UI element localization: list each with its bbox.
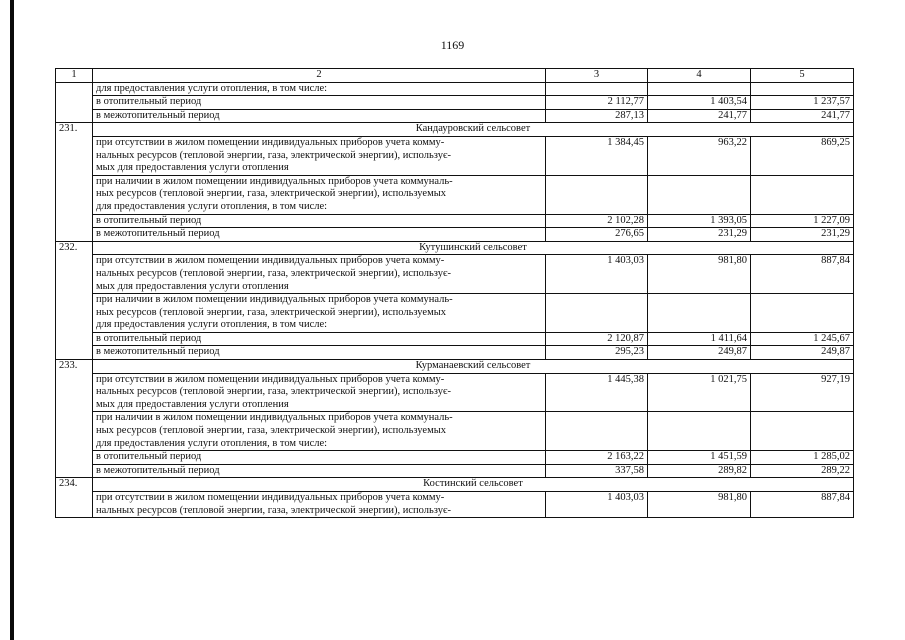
value-col-5: 1 237,57 bbox=[751, 96, 854, 110]
description-cell bbox=[93, 136, 546, 175]
value-col-3: 1 403,03 bbox=[546, 492, 648, 518]
table-row bbox=[56, 96, 854, 110]
settlement-name: Кутушинский сельсовет bbox=[93, 241, 854, 255]
header-cell: 1 bbox=[56, 69, 93, 83]
table-row bbox=[56, 492, 854, 518]
header-cell: 3 bbox=[546, 69, 648, 83]
table-row bbox=[56, 412, 854, 451]
description-cell bbox=[93, 175, 546, 214]
description-line: при отсутствии в жилом помещении индивидуальных приборов учета комму- bbox=[96, 136, 445, 148]
description-cell bbox=[93, 294, 546, 333]
description-line: ных ресурсов (тепловой энергии, газа, электрической энергии), используемых bbox=[96, 306, 447, 318]
value-col-5 bbox=[751, 412, 854, 451]
section-title-row bbox=[56, 478, 854, 492]
value-col-5: 1 245,67 bbox=[751, 332, 854, 346]
table-row bbox=[56, 464, 854, 478]
header-cell: 2 bbox=[93, 69, 546, 83]
tariff-table bbox=[55, 68, 854, 518]
table-row bbox=[56, 346, 854, 360]
header-cell: 5 bbox=[751, 69, 854, 83]
description-line: нальных ресурсов (тепловой энергии, газа, электрической энергии), использує- bbox=[96, 386, 451, 398]
value-col-5: 887,84 bbox=[751, 492, 854, 518]
value-col-4: 249,87 bbox=[648, 346, 751, 360]
description-line: для предоставления услуги отопления, в том числе: bbox=[96, 82, 328, 94]
settlement-name: Кандауровский сельсовет bbox=[93, 123, 854, 137]
description-line: нальных ресурсов (тепловой энергии, газа, электрической энергии), использує- bbox=[96, 267, 451, 279]
description-cell bbox=[93, 255, 546, 294]
description-cell bbox=[93, 492, 546, 518]
value-col-3: 287,13 bbox=[546, 109, 648, 123]
value-col-5: 249,87 bbox=[751, 346, 854, 360]
value-col-4: 963,22 bbox=[648, 136, 751, 175]
period-label: в межотопительный период bbox=[93, 464, 546, 478]
value-col-5: 1 227,09 bbox=[751, 214, 854, 228]
description-line: мых для предоставления услуги отопления bbox=[96, 398, 289, 410]
description-cell bbox=[93, 373, 546, 412]
settlement-name: Курманаевский сельсовет bbox=[93, 360, 854, 374]
value-col-5: 1 285,02 bbox=[751, 451, 854, 465]
table-row bbox=[56, 373, 854, 412]
row-number-cell bbox=[56, 82, 93, 123]
value-col-3 bbox=[546, 294, 648, 333]
value-col-3: 276,65 bbox=[546, 228, 648, 242]
value-col-4: 1 021,75 bbox=[648, 373, 751, 412]
header-cell: 4 bbox=[648, 69, 751, 83]
description-line: для предоставления услуги отопления, в том числе: bbox=[96, 437, 328, 449]
table-row bbox=[56, 214, 854, 228]
description-line: при наличии в жилом помещении индивидуальных приборов учета коммуналь- bbox=[96, 412, 453, 424]
description-line: при отсутствии в жилом помещении индивидуальных приборов учета комму- bbox=[96, 255, 445, 267]
section-title-row bbox=[56, 241, 854, 255]
description-line: при наличии в жилом помещении индивидуальных приборов учета коммуналь- bbox=[96, 294, 453, 306]
description-line: при отсутствии в жилом помещении индивидуальных приборов учета комму- bbox=[96, 373, 445, 385]
value-col-5 bbox=[751, 294, 854, 333]
value-col-4: 981,80 bbox=[648, 492, 751, 518]
value-col-4: 981,80 bbox=[648, 255, 751, 294]
row-number: 233. bbox=[56, 360, 93, 478]
period-label: в отопительный период bbox=[93, 96, 546, 110]
value-col-3 bbox=[546, 175, 648, 214]
value-col-5: 869,25 bbox=[751, 136, 854, 175]
value-col-4: 231,29 bbox=[648, 228, 751, 242]
period-label: в межотопительный период bbox=[93, 228, 546, 242]
value-col-4: 1 411,64 bbox=[648, 332, 751, 346]
value-col-4: 1 393,05 bbox=[648, 214, 751, 228]
value-col-3 bbox=[546, 412, 648, 451]
value-col-3: 1 445,38 bbox=[546, 373, 648, 412]
period-label: в межотопительный период bbox=[93, 109, 546, 123]
value-col-3: 1 384,45 bbox=[546, 136, 648, 175]
period-label: в межотопительный период bbox=[93, 346, 546, 360]
row-number: 231. bbox=[56, 123, 93, 241]
value-col-4: 241,77 bbox=[648, 109, 751, 123]
page-number: 1169 bbox=[440, 38, 465, 52]
value-col-3: 2 102,28 bbox=[546, 214, 648, 228]
value-col-4: 289,82 bbox=[648, 464, 751, 478]
table-row bbox=[56, 109, 854, 123]
value-col-4 bbox=[648, 294, 751, 333]
table-row bbox=[56, 332, 854, 346]
value-col-3: 1 403,03 bbox=[546, 255, 648, 294]
header-row bbox=[56, 69, 854, 83]
value-col-5: 289,22 bbox=[751, 464, 854, 478]
description-cell bbox=[93, 82, 546, 96]
value-col-3 bbox=[546, 82, 648, 96]
value-col-3: 2 163,22 bbox=[546, 451, 648, 465]
value-col-5: 241,77 bbox=[751, 109, 854, 123]
description-line: нальных ресурсов (тепловой энергии, газа, электрической энергии), использує- bbox=[96, 504, 451, 516]
description-line: мых для предоставления услуги отопления bbox=[96, 280, 289, 292]
table-row bbox=[56, 255, 854, 294]
table-row bbox=[56, 451, 854, 465]
value-col-4: 1 403,54 bbox=[648, 96, 751, 110]
binding-edge bbox=[10, 0, 14, 640]
value-col-3: 337,58 bbox=[546, 464, 648, 478]
description-line: для предоставления услуги отопления, в том числе: bbox=[96, 200, 328, 212]
period-label: в отопительный период bbox=[93, 214, 546, 228]
value-col-4 bbox=[648, 412, 751, 451]
section-title-row bbox=[56, 123, 854, 137]
table-row bbox=[56, 228, 854, 242]
description-line: ных ресурсов (тепловой энергии, газа, электрической энергии), используемых bbox=[96, 188, 447, 200]
period-label: в отопительный период bbox=[93, 332, 546, 346]
section-title-row bbox=[56, 360, 854, 374]
value-col-5 bbox=[751, 175, 854, 214]
description-cell bbox=[93, 412, 546, 451]
period-label: в отопительный период bbox=[93, 451, 546, 465]
row-number: 234. bbox=[56, 478, 93, 518]
table-row bbox=[56, 82, 854, 96]
row-number: 232. bbox=[56, 241, 93, 359]
value-col-5: 231,29 bbox=[751, 228, 854, 242]
value-col-4 bbox=[648, 82, 751, 96]
settlement-name: Костинский сельсовет bbox=[93, 478, 854, 492]
value-col-4 bbox=[648, 175, 751, 214]
table-row bbox=[56, 175, 854, 214]
value-col-5 bbox=[751, 82, 854, 96]
description-line: мых для предоставления услуги отопления bbox=[96, 162, 289, 174]
value-col-4: 1 451,59 bbox=[648, 451, 751, 465]
value-col-3: 2 120,87 bbox=[546, 332, 648, 346]
description-line: ных ресурсов (тепловой энергии, газа, электрической энергии), используемых bbox=[96, 425, 447, 437]
value-col-5: 887,84 bbox=[751, 255, 854, 294]
table-row bbox=[56, 294, 854, 333]
value-col-3: 2 112,77 bbox=[546, 96, 648, 110]
value-col-3: 295,23 bbox=[546, 346, 648, 360]
value-col-5: 927,19 bbox=[751, 373, 854, 412]
description-line: при наличии в жилом помещении индивидуальных приборов учета коммуналь- bbox=[96, 175, 453, 187]
description-line: для предоставления услуги отопления, в том числе: bbox=[96, 319, 328, 331]
description-line: при отсутствии в жилом помещении индивидуальных приборов учета комму- bbox=[96, 492, 445, 503]
table-row bbox=[56, 136, 854, 175]
description-line: нальных ресурсов (тепловой энергии, газа, электрической энергии), использує- bbox=[96, 149, 451, 161]
